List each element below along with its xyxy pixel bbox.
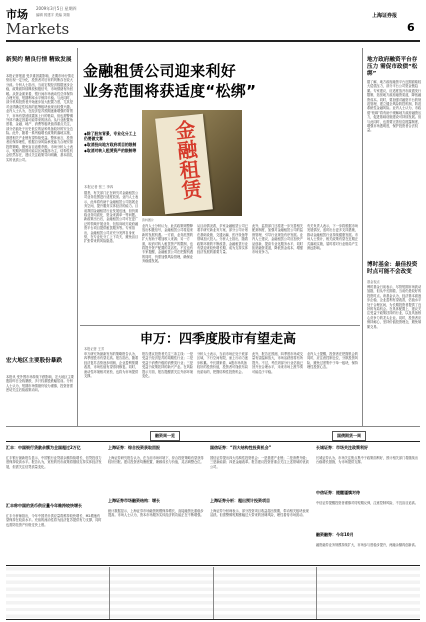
table-bottom-rule bbox=[6, 619, 420, 620]
bottom-body: 汇丰分析师指出，今年中国货币供应量将维持较快增长，M2增速有望保持在较高水平。充裕的流动性将为经济复苏提供有力支撑，同时也需防范资产价格过快上涨。 bbox=[6, 514, 102, 527]
lead-headline-1: 金融租赁公司迎来利好 bbox=[83, 62, 237, 80]
column-divider-right bbox=[362, 48, 363, 426]
section-label-right: 国债期货一周 bbox=[332, 431, 366, 441]
lead-body-col-2: 业内人士分析认为，此次政策调整释放出积极信号，金融租赁公司将迎来新的发展机遇。一方面，业务范围的扩大有助于增加收入来源；另一方面，取消对转入租赁资产的限制，也将提升资产配置的灵活性。不过也有专家提醒，金融租赁公司在把握机遇的同时，仍需加强风险管理，确保业务稳健发展。 bbox=[142, 224, 193, 264]
lead-bullet: ◆取消对转入租赁资产的限制等 bbox=[84, 148, 137, 153]
mid-body-col-3: 分析人士表示，当前市场正处于底部区域，下行空间有限，而上行动力逐步积累。中长期来看，A股市场具备较好的投资价值，投资者可逢低布局优质标的，把握结构性投资机会。 bbox=[197, 352, 248, 374]
right-article-title-1: 地方政府融资平台存压力 需促市政债“松绑” bbox=[367, 57, 418, 77]
table-top-rule bbox=[6, 565, 420, 566]
left-article-body-1: 本报记者报道 受多重因素影响，近期市场行情走势出现一定分化，投资者对后市的判断存在较大分歧。分析人士指出，当前宏观经济数据逐步企稳，政策面持续释放积极信号，市场情绪有所回暖。从资金面来看，银行间市场流动性总体保持合理充裕，短期利率水平保持平稳。与此同时，部分机构投资者开始逐步加大配置力度，尤其是对业绩确定性较高的蓝筹板块表现出较强兴趣。业内人士认为，在经济复苏预期逐渐增强的背景下，市场有望延续震荡上行的格局，但也需警惕外部不确定因素可能带来的扰动。从行业配置角度看，金融、地产、消费等板块值得重点关注，部分估值处于历史低位的品种具备较好的安全边际。此外，随着一系列稳增长政策的落地实施，基建相关产业链有望持续受益。整体而言，投资者应保持理性，根据自身风险承受能力合理安排投资策略，避免盲目追涨杀跌。市场分析人士表示，短期内指数可能以区间震荡为主，结构性机会依然存在，建议关注政策导向明确、基本面扎实的优质公司。 bbox=[6, 74, 74, 162]
right-article-body-1: 据了解，地方政府融资平台近期面临较大偿债压力，部分平台公司资金链趋紧。专家建议，应适度放开市政债发行限制，拓宽地方政府融资渠道，降低融资成本。同时，要加强对融资平台的规范管理，建立健全风险防控机制，防范系统性金融风险。业内人士认为，市政债“松绑”将有助于缓解地方政府融资压力，促进基础设施建设可持续发展。但与此同时，也需要完善信息披露制度，增强市场透明度，保护投资者合法权益。 bbox=[367, 80, 422, 133]
photo-caption: 资料图片 bbox=[142, 218, 155, 222]
lead-body-col-4: 此外，监管部门还将进一步完善相关配套制度，加强对金融租赁公司的监督管理，引导行业规范有序发展。业内人士建议，金融租赁公司应加快产品创新，提高专业化服务水平，同时拓宽融资渠道，降低资金成本，增强市场竞争力。 bbox=[252, 224, 303, 255]
mid-byline: 本报记者 王芳 bbox=[84, 347, 105, 351]
left-article-body-2: 本报讯 受外围市场持续下跌影响，宏大地区主要股指昨日全线暴跌，多只权重股跌幅居前。分析人士认为，短期市场情绪仍较为谨慎，投资者需密切关注后续政策动向。 bbox=[6, 375, 74, 393]
bottom-body: 上海证券研究报告认为，在当前市场环境下，综合投资策略有望获得较好回报。建议投资者均衡配置，兼顾成长与价值，灵活调整仓位。 bbox=[108, 456, 204, 465]
bottom-headline: 上海证券分析：超出预计投资项目 bbox=[210, 498, 270, 503]
section-label-left: 融资周一览 bbox=[150, 431, 180, 441]
bottom-headline: 长城证券：市场关注政策利好 bbox=[316, 445, 368, 450]
bottom-headline: 上海证券市场融资结构：增长 bbox=[108, 498, 160, 503]
bottom-headline: 国信证券：“四大结构性投资机会” bbox=[210, 445, 272, 450]
issue-date: 2009年3月5日 星期四 bbox=[36, 6, 77, 11]
bottom-body: 上海证券分析师表示，部分投资项目收益超出预期，带动相关板块表现活跃。但需警惕短期涨幅过大带来的回调风险，理性看待市场波动。 bbox=[210, 509, 309, 518]
bottom-body: 中信证券提醒投资者谨慎对待短期反弹，注意控制风险，不宜盲目追高。 bbox=[316, 501, 418, 505]
right-column-label: 基金视点 bbox=[367, 280, 380, 284]
mid-headline: 申万：四季度股市有望走高 bbox=[140, 332, 297, 347]
paper-name: 上海证券报 bbox=[372, 13, 398, 19]
mid-top-rule bbox=[80, 325, 360, 326]
bottom-body: 统计数据显示，上海证券市场融资规模保持增长，直接融资比重稳步提高。市场人士认为，资本市场服务实体经济的功能正在不断增强。 bbox=[108, 509, 204, 518]
bottom-section-rule bbox=[6, 441, 420, 442]
bottom-headline: 中信证券：提醒谨慎对待 bbox=[316, 490, 360, 495]
bottom-body: 国信证券提出四大结构性投资机会：一是基建产业链；二是消费升级；三是新能源；四是金融改革。报告建议投资者重点关注上述领域的优质公司。 bbox=[210, 456, 309, 469]
bottom-headline: 汇丰：中国银行贷款余额为全国超过2万亿 bbox=[6, 445, 81, 450]
bottom-body: 汇丰银行最新报告显示，中国银行业贷款余额持续增长，信贷投放力度保持较高水平。报告认为，宽松的货币政策将继续支持实体经济发展，但需关注信贷质量变化。 bbox=[6, 456, 102, 469]
bottom-headline: 融资融券：今年10月 bbox=[316, 532, 354, 537]
editor-credit: 编辑 郭建宇 美编 刘瑞 bbox=[36, 13, 70, 17]
bottom-body: 融资融券业务规模持续扩大，市场参与度稳步提升，两融余额再创新高。 bbox=[316, 543, 418, 547]
left-article-title-2: 宏大地区主要股份暴跌 bbox=[6, 358, 62, 364]
bottom-body: 长城证券认为，市场关注焦点集中于政策面利好，预计相关部门将继续出台稳增长措施，为市场提供支撑。 bbox=[316, 456, 418, 465]
page-number: 6 bbox=[407, 21, 415, 34]
lead-bullets bbox=[84, 131, 139, 153]
mid-body-col-5: 业内人士提醒，投资者在把握机会的同时，应注意控制仓位，分散投资风险，避免过度集中于单一板块，保持理性投资心态。 bbox=[307, 352, 358, 370]
lead-headline-2: 业务范围将获适度“松绑” bbox=[83, 82, 257, 100]
masthead-rule bbox=[6, 40, 420, 42]
data-table-band bbox=[6, 567, 420, 619]
right-article-body-2: 博时基金日前表示，尽管短期市场波动加剧，但从中长期看，当前仍是较好的投资时点。该基金认为，经济基本面逐步企稳，企业盈利有望改善，估值水平处于合理区间，为长期投资者提供了良好的布局机会。在具体配置上，建议关注受益于政策扶持的行业，以及具备核心竞争力的龙头企业。同时，投资者应保持耐心，坚持价值投资理念，避免频繁交易。 bbox=[367, 285, 422, 329]
mid-body-col-1: 申万研究所最新发布的策略报告认为，四季度股市有望走高。报告指出，随着经济复苏态势逐步明朗，企业盈利预期改善，市场估值有望得到修复。同时，流动性环境相对宽松，也将为市场提供支撑。 bbox=[84, 352, 139, 379]
bottom-headline: 上海证券：综合投资获取回报 bbox=[108, 445, 160, 450]
bottom-headline: 汇丰称中国的货币供应量今年维持较快增长 bbox=[6, 503, 82, 508]
lead-bullet: ◆除了股东背景，专业化分工上仍要做文章 bbox=[84, 131, 137, 141]
column-divider-left bbox=[77, 48, 78, 426]
lead-body-col-5: 有关负责人表示，下一步将根据市场发展情况，适时出台更多支持措施，推动金融租赁行业持续健康发展。市场人士预计，相关政策有望在近期正式落地实施，届时将对行业格局产生深远影响。 bbox=[307, 224, 358, 251]
lead-photo bbox=[142, 110, 242, 216]
lead-body-col-1: 据悉，有关部门正在研究对金融租赁公司业务范围进行适度放宽。业内人士表示，此举将有助于金融租赁公司拓展业务空间，提升服务实体经济的能力。目前我国金融租赁行业发展迅速，但仍面临业务同质化、资金来源单一等问题。新政策出台后，金融租赁公司可在更广泛的领域开展业务，包括向地方政府融资平台项目提供租赁服务等。专家指出，金融租赁公司应充分发挥自身优势，在专业化分工上下功夫，避免盲目扩张带来的风险隐患。 bbox=[84, 191, 139, 244]
photo-text: 金融租赁 bbox=[170, 118, 204, 201]
lead-byline: 本报记者 张三 李四 bbox=[84, 185, 114, 189]
lead-body-col-3: 从目前情况看，多家金融租赁公司已着手研究新业务方案，部分公司计划在基础设施、交通运输、医疗设备等领域加大投入。分析人士指出，随着政策环境的不断改善，金融租赁行业有望迎来较快增长期，成为支持实体经济发展的重要力量。 bbox=[197, 224, 248, 255]
section-title-cn: 市场 bbox=[6, 8, 28, 21]
mid-body-col-2: 报告建议投资者关注三条主线：一是受益于经济复苏的周期性行业；二是受益于消费升级的消费类行业；三是受益于政策扶持的新兴产业。在风险提示方面，报告提醒需关注外部环境变化。 bbox=[142, 352, 193, 379]
section-title-en: Markets bbox=[6, 20, 70, 38]
lead-bullet: ◆取消投向地方政府项目的限制 bbox=[84, 142, 137, 147]
right-article-title-2: 博时基金：最佳投资时点可能不会改变 bbox=[367, 262, 418, 275]
left-article-title-1: 新契约 精良行情 精致发展 bbox=[6, 57, 72, 63]
section-labels-rule bbox=[6, 426, 420, 427]
mid-body-col-4: 此外，报告还预测，四季度市场成交量有望温和放大，市场活跃度将有所提升。不过，考虑到部分行业估值已回升至合理水平，未来市场上涨节奏可能趋于平稳。 bbox=[252, 352, 303, 374]
